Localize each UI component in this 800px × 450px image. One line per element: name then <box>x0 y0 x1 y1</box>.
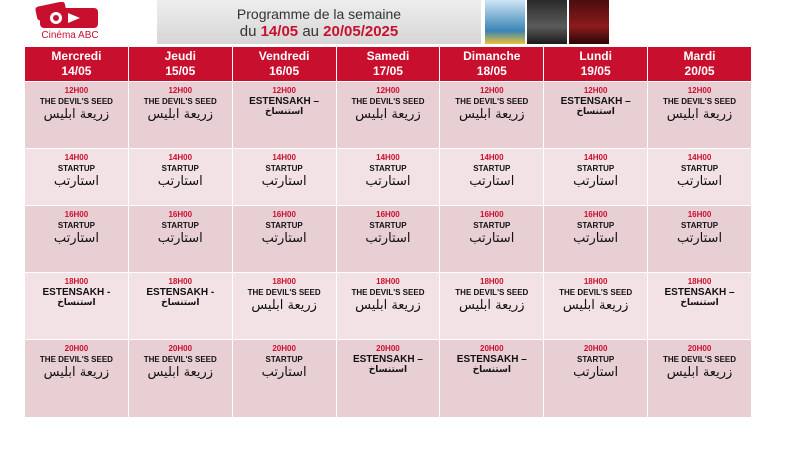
film-title: THE DEVIL'S SEED <box>351 288 425 297</box>
poster-startup <box>485 0 525 44</box>
film-title-arabic: زريعة ابليس <box>147 365 214 380</box>
day-date: 17/05 <box>372 64 403 78</box>
showtime: 18H00 <box>583 277 608 286</box>
film-title: THE DEVIL'S SEED <box>143 355 217 364</box>
film-title-arabic: استارتب <box>573 231 619 246</box>
film-title-arabic: استارتب <box>53 231 99 246</box>
film-title: THE DEVIL'S SEED <box>455 97 529 106</box>
showtime: 20H00 <box>583 344 608 353</box>
time-slot-row <box>25 340 752 418</box>
schedule-cell <box>440 340 544 418</box>
schedule-cell <box>128 149 232 206</box>
film-title: ESTENSAKH - <box>42 287 111 298</box>
film-title-arabic: استارتب <box>469 231 515 246</box>
showtime: 12H00 <box>583 86 608 95</box>
showtime: 16H00 <box>64 210 89 219</box>
day-name: Jeudi <box>164 49 196 63</box>
logo-text: Cinéma ABC <box>41 30 99 41</box>
schedule-cell <box>648 273 752 340</box>
film-title-arabic: استنساخ <box>264 107 304 117</box>
schedule-cell <box>648 149 752 206</box>
day-header <box>544 47 648 82</box>
day-name: Dimanche <box>463 49 521 63</box>
film-title-arabic: استنساخ <box>57 298 96 308</box>
film-title-arabic: استارتب <box>365 231 411 246</box>
film-title-arabic: استارتب <box>261 174 307 189</box>
schedule-cell <box>648 82 752 149</box>
day-date: 15/05 <box>165 64 196 78</box>
film-title-arabic: زريعة ابليس <box>355 298 421 313</box>
schedule-cell <box>336 340 440 418</box>
showtime: 16H00 <box>480 210 504 219</box>
film-title: ESTENSAKH – <box>560 96 631 107</box>
film-title-arabic: استنساخ <box>368 365 408 375</box>
schedule-cell <box>440 273 544 340</box>
showtime: 20H00 <box>168 344 193 353</box>
film-title: THE DEVIL'S SEED <box>39 355 113 364</box>
showtime: 14H00 <box>168 153 193 162</box>
film-title-arabic: زريعة ابليس <box>43 107 110 122</box>
film-title-arabic: زريعة ابليس <box>251 298 317 313</box>
schedule-table <box>24 46 752 418</box>
day-header <box>648 47 752 82</box>
schedule-cell <box>648 340 752 418</box>
film-title: STARTUP <box>161 221 199 230</box>
day-header <box>25 47 129 82</box>
film-title-arabic: استنساخ <box>680 298 719 308</box>
day-header <box>440 47 544 82</box>
film-title: STARTUP <box>680 164 719 173</box>
showtime: 12H00 <box>687 86 712 95</box>
showtime: 16H00 <box>583 210 608 219</box>
time-slot-row <box>25 82 752 149</box>
day-date: 16/05 <box>269 64 300 78</box>
film-title-arabic: استارتب <box>261 365 307 380</box>
page-title <box>157 0 481 44</box>
film-title: STARTUP <box>577 164 615 173</box>
film-title: THE DEVIL'S SEED <box>247 288 321 297</box>
schedule-cell <box>544 206 648 273</box>
showtime: 16H00 <box>168 210 193 219</box>
film-title-arabic: استنساخ <box>161 298 200 308</box>
day-name: Lundi <box>579 49 612 63</box>
schedule-cell <box>25 82 129 149</box>
film-title-arabic: استنساخ <box>472 365 511 375</box>
film-title: STARTUP <box>369 221 407 230</box>
schedule-cell <box>232 273 336 340</box>
film-title: STARTUP <box>369 164 407 173</box>
film-title-arabic: استارتب <box>469 174 515 189</box>
film-title: STARTUP <box>265 221 303 230</box>
film-title: STARTUP <box>161 164 199 173</box>
film-title: THE DEVIL'S SEED <box>455 288 529 297</box>
schedule-cell <box>336 82 440 149</box>
day-header <box>128 47 232 82</box>
title-au: au <box>302 23 319 40</box>
showtime: 14H00 <box>480 153 504 162</box>
schedule-cell <box>440 149 544 206</box>
showtime: 18H00 <box>480 277 504 286</box>
time-slot-row <box>25 273 752 340</box>
showtime: 14H00 <box>272 153 296 162</box>
schedule-cell <box>336 273 440 340</box>
schedule-cell <box>128 82 232 149</box>
day-date: 19/05 <box>580 64 611 78</box>
film-title: STARTUP <box>57 164 96 173</box>
film-title: THE DEVIL'S SEED <box>663 97 737 106</box>
schedule-cell <box>128 340 232 418</box>
film-title-arabic: استارتب <box>53 174 99 189</box>
film-title-arabic: استارتب <box>573 174 619 189</box>
film-title: STARTUP <box>577 221 615 230</box>
film-title-arabic: زريعة ابليس <box>43 365 110 380</box>
film-title-arabic: استارتب <box>365 174 411 189</box>
showtime: 12H00 <box>64 86 89 95</box>
film-title-arabic: زريعة ابليس <box>562 298 629 313</box>
schedule-cell <box>336 149 440 206</box>
showtime: 18H00 <box>687 277 712 286</box>
film-title-arabic: زريعة ابليس <box>147 107 214 122</box>
schedule-cell <box>336 206 440 273</box>
film-title: THE DEVIL'S SEED <box>559 288 633 297</box>
showtime: 20H00 <box>480 344 504 353</box>
film-title: STARTUP <box>473 221 511 230</box>
film-title-arabic: استارتب <box>677 231 723 246</box>
film-title: THE DEVIL'S SEED <box>143 97 217 106</box>
film-title: ESTENSAKH – <box>456 354 527 365</box>
schedule-cell <box>25 149 129 206</box>
showtime: 12H00 <box>480 86 504 95</box>
time-slot-row <box>25 149 752 206</box>
showtime: 12H00 <box>272 86 296 95</box>
schedule-cell <box>25 206 129 273</box>
schedule-cell <box>440 206 544 273</box>
schedule-cell <box>544 149 648 206</box>
day-date: 20/05 <box>684 64 715 78</box>
showtime: 14H00 <box>583 153 608 162</box>
film-title: STARTUP <box>577 355 615 364</box>
showtime: 14H00 <box>64 153 89 162</box>
film-reel-icon <box>34 2 104 32</box>
poster-estensakh <box>527 0 567 44</box>
film-title: ESTENSAKH – <box>664 287 735 298</box>
showtime: 18H00 <box>376 277 400 286</box>
film-title-arabic: استارتب <box>677 174 723 189</box>
schedule-cell <box>544 340 648 418</box>
cinema-logo <box>24 2 116 46</box>
showtime: 18H00 <box>64 277 89 286</box>
showtime: 20H00 <box>376 344 400 353</box>
film-title: STARTUP <box>265 355 303 364</box>
day-date: 14/05 <box>61 64 92 78</box>
showtime: 16H00 <box>376 210 400 219</box>
film-title-arabic: زريعة ابليس <box>666 107 733 122</box>
showtime: 20H00 <box>64 344 89 353</box>
schedule-cell <box>232 82 336 149</box>
film-title: ESTENSAKH – <box>249 96 320 107</box>
film-title-arabic: زريعة ابليس <box>459 298 525 313</box>
title-end-date: 20/05/2025 <box>323 23 399 40</box>
title-start-date: 14/05 <box>260 23 299 40</box>
film-title: STARTUP <box>265 164 303 173</box>
film-title: STARTUP <box>473 164 511 173</box>
schedule-cell <box>440 82 544 149</box>
schedule-cell <box>232 340 336 418</box>
film-title-arabic: استارتب <box>157 231 203 246</box>
showtime: 18H00 <box>168 277 193 286</box>
film-title-arabic: استنساخ <box>576 107 615 117</box>
schedule-cell <box>544 273 648 340</box>
film-title-arabic: زريعة ابليس <box>666 365 733 380</box>
title-dates <box>157 22 481 42</box>
film-title-arabic: استارتب <box>157 174 203 189</box>
showtime: 16H00 <box>687 210 712 219</box>
film-title: THE DEVIL'S SEED <box>663 355 737 364</box>
movie-posters <box>485 0 609 44</box>
day-name: Samedi <box>366 49 410 63</box>
film-title-arabic: زريعة ابليس <box>459 107 525 122</box>
schedule-cell <box>544 82 648 149</box>
time-slot-row <box>25 206 752 273</box>
showtime: 16H00 <box>272 210 296 219</box>
schedule-cell <box>232 206 336 273</box>
title-du: du <box>239 23 257 40</box>
showtime: 12H00 <box>168 86 193 95</box>
schedule-cell <box>25 273 129 340</box>
film-title: THE DEVIL'S SEED <box>39 97 113 106</box>
film-title-arabic: زريعة ابليس <box>355 107 421 122</box>
day-name: Vendredi <box>258 49 310 63</box>
film-title-arabic: استارتب <box>261 231 307 246</box>
poster-devils-seed <box>569 0 609 44</box>
schedule-cell <box>25 340 129 418</box>
day-header <box>232 47 336 82</box>
showtime: 18H00 <box>272 277 296 286</box>
day-name: Mardi <box>683 49 716 63</box>
film-title-arabic: استارتب <box>573 365 619 380</box>
schedule-cell <box>648 206 752 273</box>
film-title: ESTENSAKH – <box>352 354 423 365</box>
film-title: STARTUP <box>57 221 96 230</box>
showtime: 14H00 <box>687 153 712 162</box>
day-date: 18/05 <box>476 64 507 78</box>
day-name: Mercredi <box>51 49 102 63</box>
title-line1: Programme de la semaine <box>236 6 402 22</box>
showtime: 20H00 <box>687 344 712 353</box>
film-title: ESTENSAKH - <box>146 287 215 298</box>
showtime: 20H00 <box>272 344 296 353</box>
showtime: 14H00 <box>376 153 400 162</box>
film-title: STARTUP <box>680 221 719 230</box>
showtime: 12H00 <box>376 86 400 95</box>
day-header <box>336 47 440 82</box>
day-header-row <box>25 47 752 82</box>
schedule-cell <box>232 149 336 206</box>
film-title: THE DEVIL'S SEED <box>351 97 425 106</box>
schedule-cell <box>128 206 232 273</box>
schedule-cell <box>128 273 232 340</box>
